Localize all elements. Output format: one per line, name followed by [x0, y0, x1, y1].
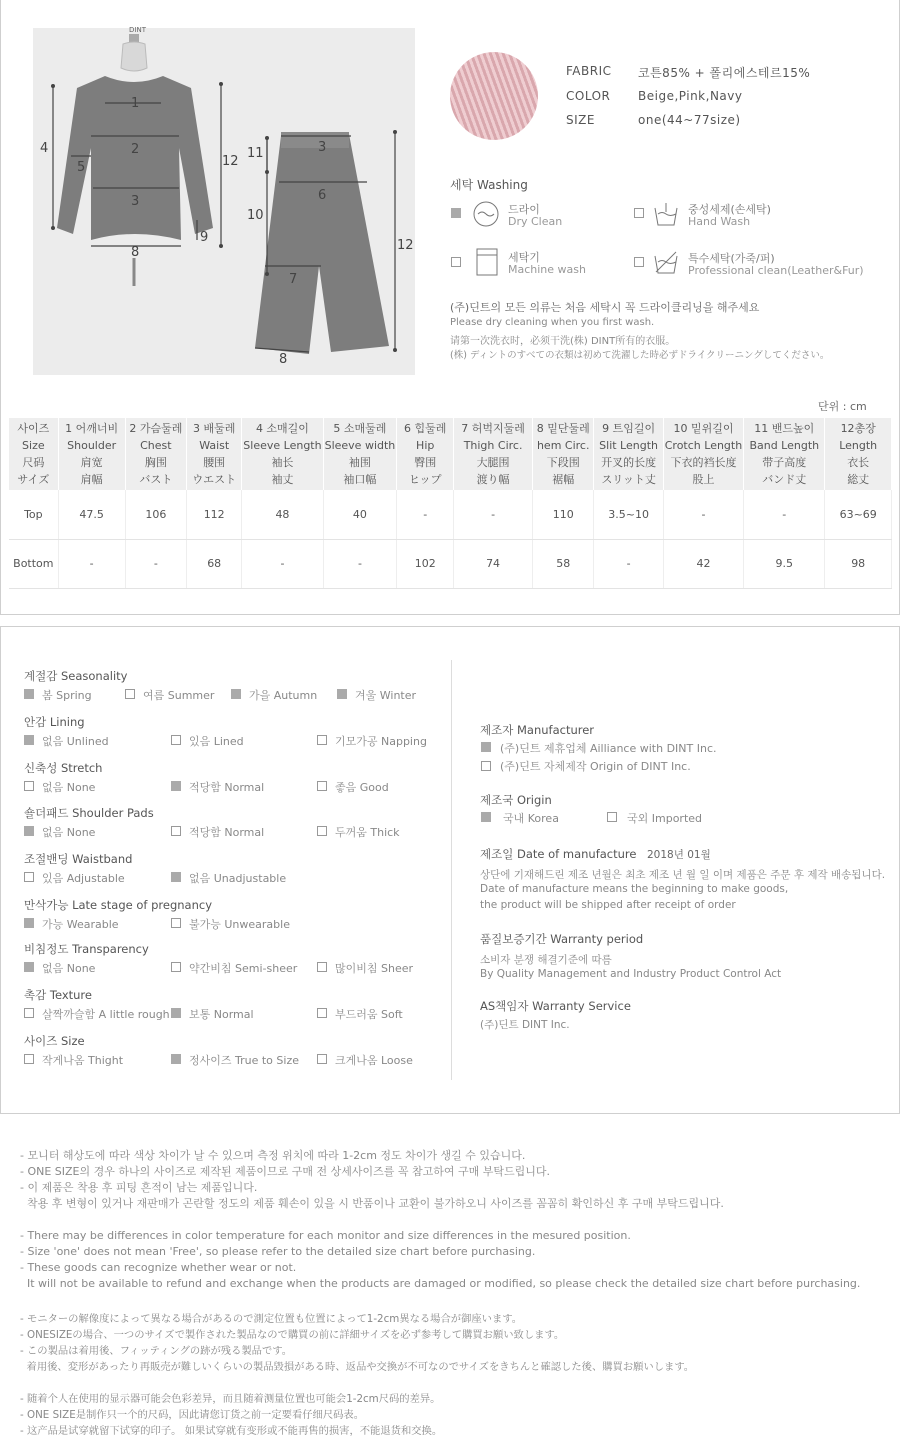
washing-checkbox	[634, 208, 644, 218]
size-header-line: 10 밑위길이	[673, 422, 734, 435]
size-cell: 3.5~10	[594, 490, 663, 539]
property-checkbox	[171, 918, 181, 928]
property-checkbox	[24, 689, 34, 699]
size-header-line: 下段围	[546, 456, 580, 469]
measure-label: 2	[131, 142, 140, 157]
date-title: 제조일 Date of manufacture	[480, 847, 637, 861]
footer-line: - 모니터 해상도에 따라 색상 차이가 날 수 있으며 측정 위치에 따라 1-2cm 정도 차이가 생길 수 있습니다.	[20, 1149, 526, 1162]
property-option: 없음 None	[42, 962, 96, 975]
size-header-line: 7 허벅지둘레	[461, 422, 525, 435]
property-checkbox	[24, 735, 34, 745]
hand-wash-icon	[652, 200, 680, 228]
washing-title: 세탁 Washing	[450, 178, 528, 192]
measure-label: 5	[77, 160, 86, 175]
size-cell: 106	[125, 490, 186, 539]
size-header-line: 8 밑단둘레	[536, 422, 590, 435]
size-header-line: Waist	[199, 439, 230, 452]
measure-label: 12	[397, 238, 414, 253]
origin-option: 국내 Korea	[503, 812, 559, 825]
property-checkbox	[317, 781, 327, 791]
wash-label-en: Machine wash	[508, 263, 586, 276]
size-header-line: 袖丈	[271, 473, 294, 486]
property-title: 만삭가능 Late stage of pregnancy	[24, 898, 213, 912]
measure-label: 3	[131, 194, 140, 209]
measure-label: 8	[279, 352, 288, 367]
property-option: 봄 Spring	[42, 689, 92, 702]
size-cell: 102	[397, 539, 454, 588]
size-header-line: 5 소매둘레	[333, 422, 387, 435]
date-note: the product will be shipped after receipt of order	[480, 899, 736, 911]
manufacturer-option: (주)딘트 제휴업체 Ailliance with DINT Inc.	[500, 742, 717, 755]
manufacturer-title: 제조자 Manufacturer	[480, 723, 595, 737]
size-table-body	[9, 490, 892, 588]
origin-title: 제조국 Origin	[480, 793, 552, 807]
size-header-line: 4 소매길이	[255, 422, 309, 435]
size-table-header	[9, 418, 892, 490]
size-header-line: Length	[839, 439, 878, 452]
origin-option: 국외 Imported	[627, 812, 703, 825]
property-option: 부드러움 Soft	[335, 1008, 403, 1021]
manufacturer-checkbox	[481, 742, 491, 752]
size-cell: 98	[825, 539, 892, 588]
property-option: 많이비침 Sheer	[335, 962, 414, 975]
size-cell: 47.5	[58, 490, 125, 539]
property-option: 없음 Unadjustable	[189, 872, 287, 885]
wash-label: 특수세탁(가죽/퍼)	[688, 252, 775, 265]
property-title: 신축성 Stretch	[24, 761, 103, 775]
footer-line: 着用後、変形があったり再販売が難しいくらいの製品毀損がある時、返品や交換が不可なのでサイズをきちんと確認した後、購買お願いします。	[20, 1361, 695, 1373]
size-header-line: 2 가슴둘레	[129, 422, 183, 435]
property-checkbox	[24, 781, 34, 791]
measure-label: 10	[247, 208, 264, 223]
size-header-line: Hip	[416, 439, 435, 452]
property-checkbox	[24, 826, 34, 836]
property-checkbox	[125, 689, 135, 699]
property-checkbox	[24, 918, 34, 928]
size-header-cell	[187, 418, 242, 490]
measure-label: 9	[200, 230, 209, 245]
footer-line: - ONESIZEの場合、一つのサイズで製作された製品なので購買の前に詳細サイズを必ず参考して購買お願い致します。	[20, 1329, 565, 1341]
size-header-cell	[397, 418, 454, 490]
size-header-line: 大腿围	[476, 456, 510, 469]
size-cell: -	[242, 539, 323, 588]
size-header-line: 袖口幅	[343, 473, 377, 486]
origin-checkbox	[607, 812, 617, 822]
fabric-swatch	[450, 52, 538, 140]
size-cell: 74	[454, 539, 533, 588]
size-header-cell	[663, 418, 743, 490]
footer-line: - 이 제품은 착용 후 피팅 흔적이 남는 제품입니다.	[20, 1181, 258, 1194]
size-header-cell	[58, 418, 125, 490]
wash-label: 드라이	[508, 203, 540, 216]
property-option: 가능 Wearable	[42, 918, 119, 931]
unit-label: 단위 : cm	[818, 400, 867, 413]
property-checkbox	[171, 872, 181, 882]
size-header-line: 6 힙둘레	[404, 422, 447, 435]
fabric-value: 코튼85% + 폴리에스테르15%	[638, 66, 811, 80]
date-note: 상단에 기재해드린 제조 년월은 최초 제조 년 월 일 이며 제품은 주문 후 제작 배송됩니다.	[480, 869, 886, 881]
footer-line: - 这产品是试穿就留下试穿的印子。 如果试穿就有变形或不能再售的损害，不能退货和交换。	[20, 1425, 443, 1437]
wash-label: 중성세제(손세탁)	[688, 203, 771, 216]
property-option: 좋음 Good	[335, 781, 389, 794]
property-title: 조절밴딩 Waistband	[24, 852, 133, 866]
size-header-cell	[744, 418, 825, 490]
property-checkbox	[171, 1054, 181, 1064]
measure-label: 6	[318, 188, 327, 203]
size-header-cell	[532, 418, 593, 490]
property-checkbox	[337, 689, 347, 699]
size-cell: Top	[9, 490, 58, 539]
size-header-line: 腰围	[203, 456, 226, 469]
size-header-line: 开叉的长度	[601, 456, 657, 469]
as-value: (주)딘트 DINT Inc.	[480, 1019, 570, 1031]
size-header-line: 1 어깨너비	[65, 422, 119, 435]
washing-machine-icon	[474, 247, 500, 277]
property-checkbox	[24, 872, 34, 882]
size-header-line: Slit Length	[599, 439, 659, 452]
washing-checkbox	[451, 208, 461, 218]
origin-checkbox	[481, 812, 491, 822]
property-checkbox	[317, 735, 327, 745]
size-cell: 63~69	[825, 490, 892, 539]
size-header-line: 11 밴드높이	[754, 422, 815, 435]
size-header-line: 12총장	[840, 422, 876, 435]
size-cell: 58	[532, 539, 593, 588]
property-checkbox	[231, 689, 241, 699]
property-option: 적당함 Normal	[189, 826, 265, 839]
size-header-line: 肩幅	[80, 473, 103, 486]
wash-label-en: Professional clean(Leather&Fur)	[688, 264, 864, 277]
size-header-line: Shoulder	[67, 439, 117, 452]
property-option: 불가능 Unwearable	[189, 918, 290, 931]
property-option: 정사이즈 True to Size	[189, 1054, 299, 1067]
property-title: 비침정도 Transparency	[24, 942, 149, 956]
property-option: 있음 Adjustable	[42, 872, 125, 885]
property-option: 가을 Autumn	[249, 689, 318, 702]
size-header-cell	[594, 418, 663, 490]
wash-note: (주)딘트의 모든 의류는 처음 세탁시 꼭 드라이클리닝을 해주세요	[450, 301, 760, 314]
table-row	[9, 539, 892, 588]
footer-line: - ONE SIZE의 경우 하나의 사이즈로 제작된 제품이므로 구매 전 상세사이즈를 꼭 참고하여 구매 부탁드립니다.	[20, 1165, 551, 1178]
property-option: 없음 None	[42, 826, 96, 839]
size-header-line: 裾幅	[552, 473, 575, 486]
color-key: COLOR	[566, 89, 611, 103]
wash-label: 세탁기	[508, 251, 540, 264]
garment-diagram	[33, 28, 415, 375]
property-checkbox	[24, 1054, 34, 1064]
size-header-line: Thigh Circ.	[463, 439, 523, 452]
fabric-key: FABRIC	[566, 64, 612, 78]
warranty-note: 소비자 분쟁 해결기준에 따름	[480, 954, 612, 966]
size-cell: -	[663, 490, 743, 539]
size-cell: -	[125, 539, 186, 588]
property-title: 촉감 Texture	[24, 988, 92, 1002]
size-header-line: スリット丈	[601, 473, 656, 486]
size-header-line: バスト	[139, 473, 173, 486]
size-illustration	[33, 28, 415, 375]
size-header-cell	[9, 418, 58, 490]
size-cell: -	[58, 539, 125, 588]
property-title: 숄더패드 Shoulder Pads	[24, 806, 154, 820]
wash-note: 请第一次洗衣时，必须干洗(株) DINT所有的衣服。	[450, 336, 676, 347]
size-header-line: hem Circ.	[536, 439, 590, 452]
size-header-line: 袖围	[348, 456, 371, 469]
measure-label: 1	[131, 96, 140, 111]
property-option: 있음 Lined	[189, 735, 244, 748]
property-checkbox	[317, 962, 327, 972]
warranty-title: 품질보증기간 Warranty period	[480, 932, 644, 946]
property-title: 사이즈 Size	[24, 1034, 85, 1048]
property-option: 겨울 Winter	[355, 689, 417, 702]
footer-line: - 随着个人在使用的显示器可能会色彩差异，而且随着测量位置也可能会1-2cm尺码的差异。	[20, 1393, 441, 1405]
as-title: AS책임자 Warranty Service	[480, 999, 631, 1013]
property-option: 없음 Unlined	[42, 735, 109, 748]
size-header-cell	[825, 418, 892, 490]
size-cell: -	[744, 490, 825, 539]
property-option: 없음 None	[42, 781, 96, 794]
wash-note: Please dry cleaning when you first wash.	[450, 317, 655, 328]
measure-label: 12	[222, 154, 239, 169]
footer-line: It will not be available to refund and exchange when the products are damaged or modified, so please check the detailed size chart before purchasing.	[20, 1277, 861, 1290]
footer-line: - There may be differences in color temperature for each monitor and size differences in the mesured position.	[20, 1229, 631, 1242]
size-cell: -	[323, 539, 397, 588]
size-cell: 9.5	[744, 539, 825, 588]
measure-label: 7	[289, 272, 298, 287]
property-checkbox	[171, 735, 181, 745]
size-cell: 48	[242, 490, 323, 539]
size-header-line: 9 트임길이	[602, 422, 656, 435]
size-cell: 112	[187, 490, 242, 539]
size-header-cell	[242, 418, 323, 490]
size-header-cell	[323, 418, 397, 490]
property-option: 여름 Summer	[143, 689, 215, 702]
size-header-line: バンド丈	[762, 473, 807, 486]
size-header-line: 股上	[692, 473, 715, 486]
manufacturer-option: (주)딘트 자체제작 Origin of DINT Inc.	[500, 760, 691, 773]
property-checkbox	[317, 1008, 327, 1018]
size-header-line: 臀围	[414, 456, 437, 469]
property-option: 약간비침 Semi-sheer	[189, 962, 298, 975]
size-header-line: 尺码	[22, 456, 45, 469]
size-table	[9, 418, 892, 589]
property-checkbox	[317, 1054, 327, 1064]
property-option: 보통 Normal	[189, 1008, 254, 1021]
property-option: 적당함 Normal	[189, 781, 265, 794]
size-header-line: 総丈	[847, 473, 870, 486]
size-header-line: 带子高度	[762, 456, 807, 469]
measure-label: 4	[40, 141, 49, 156]
size-header-line: 衣长	[847, 456, 870, 469]
washing-checkbox	[634, 257, 644, 267]
size-header-cell	[454, 418, 533, 490]
property-checkbox	[171, 962, 181, 972]
date-note: Date of manufacture means the beginning to make goods,	[480, 883, 789, 895]
size-cell: 110	[532, 490, 593, 539]
measure-label: 11	[247, 146, 264, 161]
table-row	[9, 490, 892, 539]
size-header-line: ウエスト	[192, 473, 237, 486]
warranty-note: By Quality Management and Industry Product Control Act	[480, 968, 782, 980]
size-value: one(44~77size)	[638, 113, 741, 127]
property-option: 살짝까슬함 A little rough	[42, 1008, 170, 1021]
measure-label: 3	[318, 140, 327, 155]
size-cell: 40	[323, 490, 397, 539]
manufacturer-checkbox	[481, 761, 491, 771]
size-header-line: Crotch Length	[664, 439, 743, 452]
property-option: 기모가공 Napping	[335, 735, 427, 748]
size-header-line: 胸围	[144, 456, 167, 469]
size-header-line: Sleeve width	[324, 439, 396, 452]
professional-clean-icon	[652, 248, 680, 276]
wash-note: (株) ディントのすべての衣類は初めて洗濯した時必ずドライクリーニングしてください。	[450, 350, 830, 361]
size-cell: -	[454, 490, 533, 539]
footer-line: - Size 'one' does not mean 'Free', so please refer to the detailed size chart before purchasing.	[20, 1245, 536, 1258]
mannequin-text: DINT	[129, 26, 146, 34]
size-header-cell	[125, 418, 186, 490]
footer-line: - モニターの解像度によって異なる場合があるので測定位置も位置によって1-2cm異なる場合が御座います。	[20, 1313, 523, 1325]
property-checkbox	[317, 826, 327, 836]
size-header-line: ヒップ	[408, 473, 442, 486]
size-header-line: Sleeve Length	[243, 439, 322, 452]
color-value: Beige,Pink,Navy	[638, 89, 743, 103]
size-header-line: 下衣的裆长度	[670, 456, 737, 469]
size-header-line: 3 배둘레	[193, 422, 236, 435]
property-checkbox	[171, 826, 181, 836]
wash-label-en: Dry Clean	[508, 215, 563, 228]
size-cell: -	[594, 539, 663, 588]
size-header-line: Chest	[140, 439, 172, 452]
size-cell: -	[397, 490, 454, 539]
size-cell: 68	[187, 539, 242, 588]
size-header-line: Size	[22, 439, 45, 452]
property-checkbox	[24, 1008, 34, 1018]
washing-checkbox	[451, 257, 461, 267]
property-title: 계절감 Seasonality	[24, 669, 128, 683]
size-header-line: 袖长	[271, 456, 294, 469]
size-header-line: 사이즈	[17, 422, 50, 435]
size-cell: 42	[663, 539, 743, 588]
footer-line: - この製品は着用後、フィッティングの跡が残る製品です。	[20, 1345, 293, 1357]
dry-clean-icon	[472, 200, 500, 228]
property-option: 크게나옴 Loose	[335, 1054, 413, 1067]
property-option: 작게나옴 Thight	[42, 1054, 124, 1067]
size-header-line: 渡り幅	[476, 473, 510, 486]
property-title: 안감 Lining	[24, 715, 85, 729]
date-value: 2018년 01월	[647, 849, 711, 861]
property-checkbox	[171, 1008, 181, 1018]
footer-line: 착용 후 변형이 있거나 재판매가 곤란할 정도의 제품 훼손이 있을 시 반품이나 교환이 불가하오니 사이즈를 꼼꼼히 확인하신 후 구매 부탁드립니다.	[20, 1197, 724, 1210]
size-header-line: 肩宽	[80, 456, 103, 469]
size-cell: Bottom	[9, 539, 58, 588]
property-checkbox	[171, 781, 181, 791]
measure-label: 8	[131, 245, 140, 260]
property-checkbox	[24, 962, 34, 972]
size-key: SIZE	[566, 113, 595, 127]
size-header-line: サイズ	[17, 473, 50, 486]
footer-line: - ONE SIZE是制作只一个的尺码，因此请您订货之前一定要看仔细尺码表。	[20, 1409, 365, 1421]
property-option: 두꺼움 Thick	[335, 826, 400, 839]
wash-label-en: Hand Wash	[688, 215, 751, 228]
size-header-line: Band Length	[749, 439, 820, 452]
divider	[451, 660, 452, 1080]
footer-line: - These goods can recognize whether wear or not.	[20, 1261, 297, 1274]
